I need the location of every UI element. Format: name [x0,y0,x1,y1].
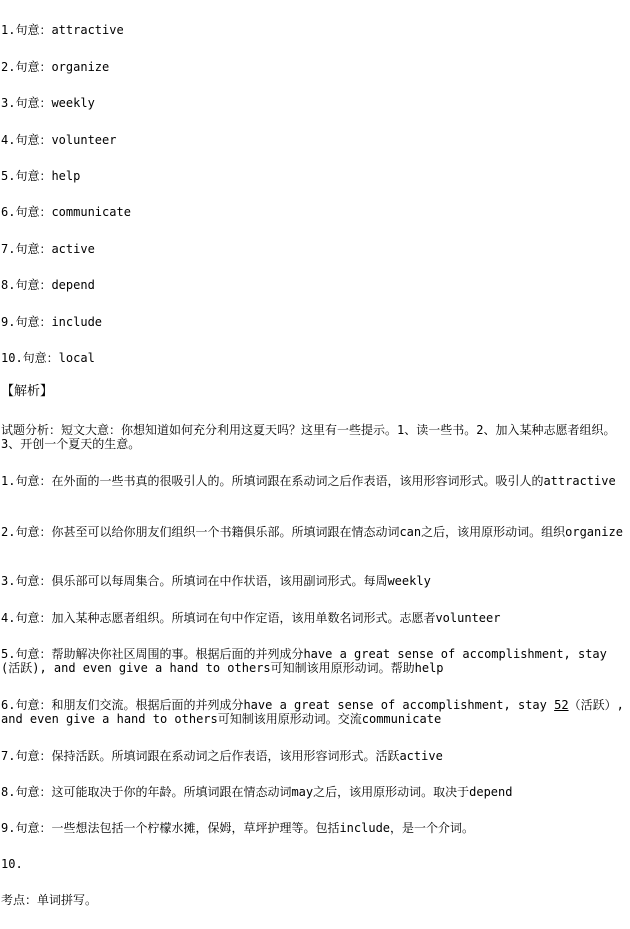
explanation-9: 9.句意：一些想法包括一个柠檬水摊，保姆，草坪护理等。包括include，是一个介词。 [1,821,475,835]
explanation-6 [1,698,629,726]
answer-line-9: 9.句意：include [1,315,103,329]
explanation-6-before: 6.句意：和朋友们交流。根据后面的并列成分have a great sense of accomplishment, stay [1,698,555,712]
kaodian-line: 考点：单词拼写。 [1,893,98,907]
analysis-heading: 【解析】 [1,384,54,399]
explanation-1: 1.句意：在外面的一些书真的很吸引人的。所填词跟在系动词之后作表语，该用形容词形式。吸引人的attractive [1,474,616,488]
explanation-3: 3.句意：俱乐部可以每周集合。所填词在中作状语，该用副词形式。每周weekly [1,574,431,588]
explanation-7: 7.句意：保持活跃。所填词跟在系动词之后作表语，该用形容词形式。活跃active [1,749,443,763]
explanation-8: 8.句意：这可能取决于你的年龄。所填词跟在情态动词may之后，该用原形动词。取决于depend [1,785,513,799]
answer-line-7: 7.句意：active [1,242,95,256]
answer-line-2: 2.句意：organize [1,60,110,74]
answer-line-5: 5.句意：help [1,169,81,183]
answer-line-4: 4.句意：volunteer [1,133,117,147]
answer-line-8: 8.句意：depend [1,278,95,292]
explanation-4: 4.句意：加入某种志愿者组织。所填词在句中作定语，该用单数名词形式。志愿者volunteer [1,611,501,625]
blank-number-52: 52 [554,698,569,712]
explanation-6-after: （活跃）, and even give a hand to others可知制该用原形动词。交流communicate [1,698,624,726]
explanation-5: 5.句意：帮助解决你社区周围的事。根据后面的并列成分have a great sense of accomplishment, stay (活跃), and even give a hand to others可知制该用原形动词。帮助help [1,647,607,675]
answer-line-1: 1.句意：attractive [1,23,124,37]
answer-line-3: 3.句意：weekly [1,96,95,110]
answer-line-6: 6.句意：communicate [1,205,131,219]
answer-line-10: 10.句意：local [1,351,95,365]
summary-paragraph: 试题分析：短文大意：你想知道如何充分利用这夏天吗？这里有一些提示。1、读一些书。2、加入某种志愿者组织。3、开创一个夏天的生意。 [1,423,616,451]
explanation-2: 2.句意：你甚至可以给你朋友们组织一个书籍俱乐部。所填词跟在情态动词can之后，该用原形动词。组织organize [1,525,623,539]
explanation-10: 10. [1,857,23,871]
